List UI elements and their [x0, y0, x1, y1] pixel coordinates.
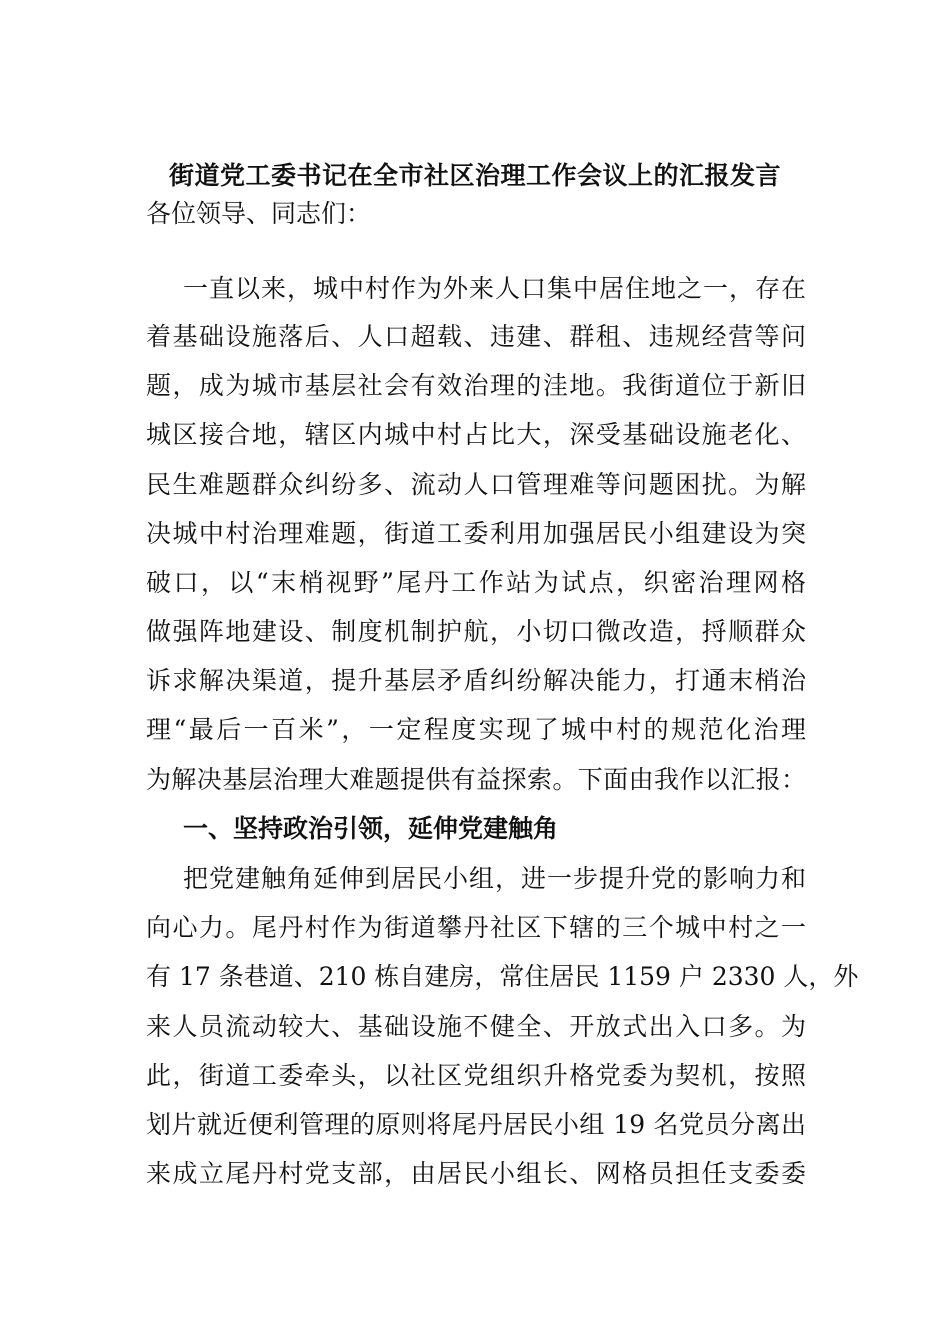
salutation: 各位领导、同志们： — [146, 199, 372, 228]
paragraph-line: 一直以来，城中村作为外来人口集中居住地之一，存在 — [183, 274, 806, 303]
paragraph-line: 为解决基层治理大难题提供有益探索。下面由我作以汇报： — [146, 765, 806, 794]
document-title: 街道党工委书记在全市社区治理工作会议上的汇报发言 — [168, 161, 781, 190]
paragraph-line: 诉求解决渠道，提升基层矛盾纠纷解决能力，打通末梢治 — [146, 666, 806, 695]
paragraph-line: 民生难题群众纠纷多、流动人口管理难等问题困扰。为解 — [146, 470, 806, 499]
paragraph-line: 城区接合地，辖区内城中村占比大，深受基础设施老化、 — [146, 420, 806, 449]
paragraph-line: 划片就近便利管理的原则将尾丹居民小组 19 名党员分离出 — [146, 1110, 806, 1139]
paragraph-line: 有 17 条巷道、210 栋自建房，常住居民 1159 户 2330 人，外 — [146, 962, 859, 991]
paragraph-line: 理“最后一百米”，一定程度实现了城中村的规范化治理 — [146, 715, 806, 744]
paragraph-line: 破口，以“末梢视野”尾丹工作站为试点，织密治理网格 — [146, 568, 806, 597]
paragraph-line: 做强阵地建设、制度机制护航，小切口微改造，捋顺群众 — [146, 617, 806, 646]
paragraph-line: 来人员流动较大、基础设施不健全、开放式出入口多。为 — [146, 1012, 806, 1041]
paragraph-line: 把党建触角延伸到居民小组，进一步提升党的影响力和 — [183, 864, 806, 893]
paragraph-line: 决城中村治理难题，街道工委利用加强居民小组建设为突 — [146, 519, 806, 548]
paragraph-line: 题，成为城市基层社会有效治理的洼地。我街道位于新旧 — [146, 371, 806, 400]
paragraph-line: 此，街道工委牵头，以社区党组织升格党委为契机，按照 — [146, 1061, 806, 1090]
paragraph-line: 着基础设施落后、人口超载、违建、群租、违规经营等问 — [146, 322, 806, 351]
paragraph-line: 来成立尾丹村党支部，由居民小组长、网格员担任支委委 — [146, 1159, 806, 1188]
section-heading: 一、坚持政治引领，延伸党建触角 — [183, 814, 559, 843]
paragraph-line: 向心力。尾丹村作为街道攀丹社区下辖的三个城中村之一 — [146, 913, 806, 942]
